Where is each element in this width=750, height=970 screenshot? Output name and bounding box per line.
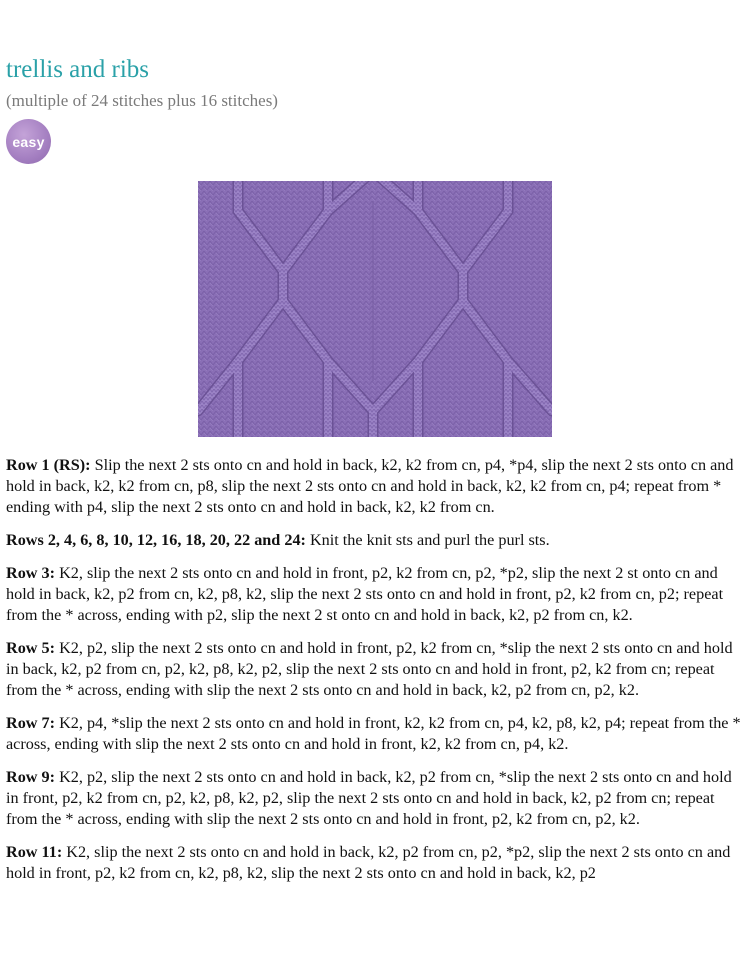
row-label: Row 1 (RS): bbox=[6, 456, 91, 474]
difficulty-badge: easy bbox=[6, 119, 51, 164]
row-label: Rows 2, 4, 6, 8, 10, 12, 16, 18, 20, 22 and 24: bbox=[6, 531, 306, 549]
row-text: K2, p4, *slip the next 2 sts onto cn and hold in front, k2, k2 from cn, p4, k2, p8, k2, p4; repeat from the * across, ending with slip the next 2 sts onto cn and hold in front, k2, k2 from cn, p4, k2. bbox=[6, 714, 741, 753]
row-label: Row 7: bbox=[6, 714, 56, 732]
pattern-instructions bbox=[6, 455, 744, 896]
pattern-title: trellis and ribs bbox=[6, 56, 150, 83]
swatch-photo bbox=[198, 181, 552, 437]
row-instruction bbox=[6, 767, 744, 830]
row-instruction bbox=[6, 530, 744, 551]
row-instruction bbox=[6, 638, 744, 701]
row-text: Knit the knit sts and purl the purl sts. bbox=[305, 531, 550, 549]
row-instruction bbox=[6, 713, 744, 755]
row-text: K2, p2, slip the next 2 sts onto cn and hold in front, p2, k2 from cn, *slip the next 2 sts onto cn and hold in back, k2, p2 from cn, p2, k2, p8, k2, p2, slip the next 2 sts onto cn and hold in front, p2, k2 from cn; repeat from the * across, ending with slip the next 2 sts onto cn and hold in back, k2, p2 from cn, p2, k2. bbox=[6, 639, 733, 699]
stitch-multiple: (multiple of 24 stitches plus 16 stitches) bbox=[6, 91, 278, 110]
row-text: K2, p2, slip the next 2 sts onto cn and hold in back, k2, p2 from cn, *slip the next 2 sts onto cn and hold in front, p2, k2 from cn, p2, k2, p8, k2, p2, slip the next 2 sts onto cn and hold in back, k2, p2 from cn; repeat from the * across, ending with slip the next 2 sts onto cn and hold in front, p2, k2 from cn, p2, k2. bbox=[6, 768, 732, 828]
row-text: K2, slip the next 2 sts onto cn and hold in back, k2, p2 from cn, p2, *p2, slip the next 2 sts onto cn and hold in front, p2, k2 from cn, k2, p8, k2, slip the next 2 sts onto cn and hold in back, k2, p2 bbox=[6, 843, 731, 882]
row-instruction bbox=[6, 842, 744, 884]
row-text: Slip the next 2 sts onto cn and hold in back, k2, k2 from cn, p4, *p4, slip the next 2 sts onto cn and hold in back, k2, k2 from cn, p8, slip the next 2 sts onto cn and hold in back, k2, k2 from cn, p4; repeat from * ending with p4, slip the next 2 sts onto cn and hold in back, k2, k2 from cn. bbox=[6, 456, 734, 516]
row-label: Row 3: bbox=[6, 564, 56, 582]
row-text: K2, slip the next 2 sts onto cn and hold in front, p2, k2 from cn, p2, *p2, slip the next 2 st onto cn and hold in back, k2, p2 from cn, k2, p8, k2, slip the next 2 sts onto cn and hold in front, p2, k2 from cn, p2; repeat from the * across, ending with p2, slip the next 2 st onto cn and hold in back, k2, p2 from cn, k2. bbox=[6, 564, 724, 624]
row-instruction bbox=[6, 455, 744, 518]
row-label: Row 11: bbox=[6, 843, 63, 861]
row-label: Row 5: bbox=[6, 639, 56, 657]
row-label: Row 9: bbox=[6, 768, 56, 786]
row-instruction bbox=[6, 563, 744, 626]
